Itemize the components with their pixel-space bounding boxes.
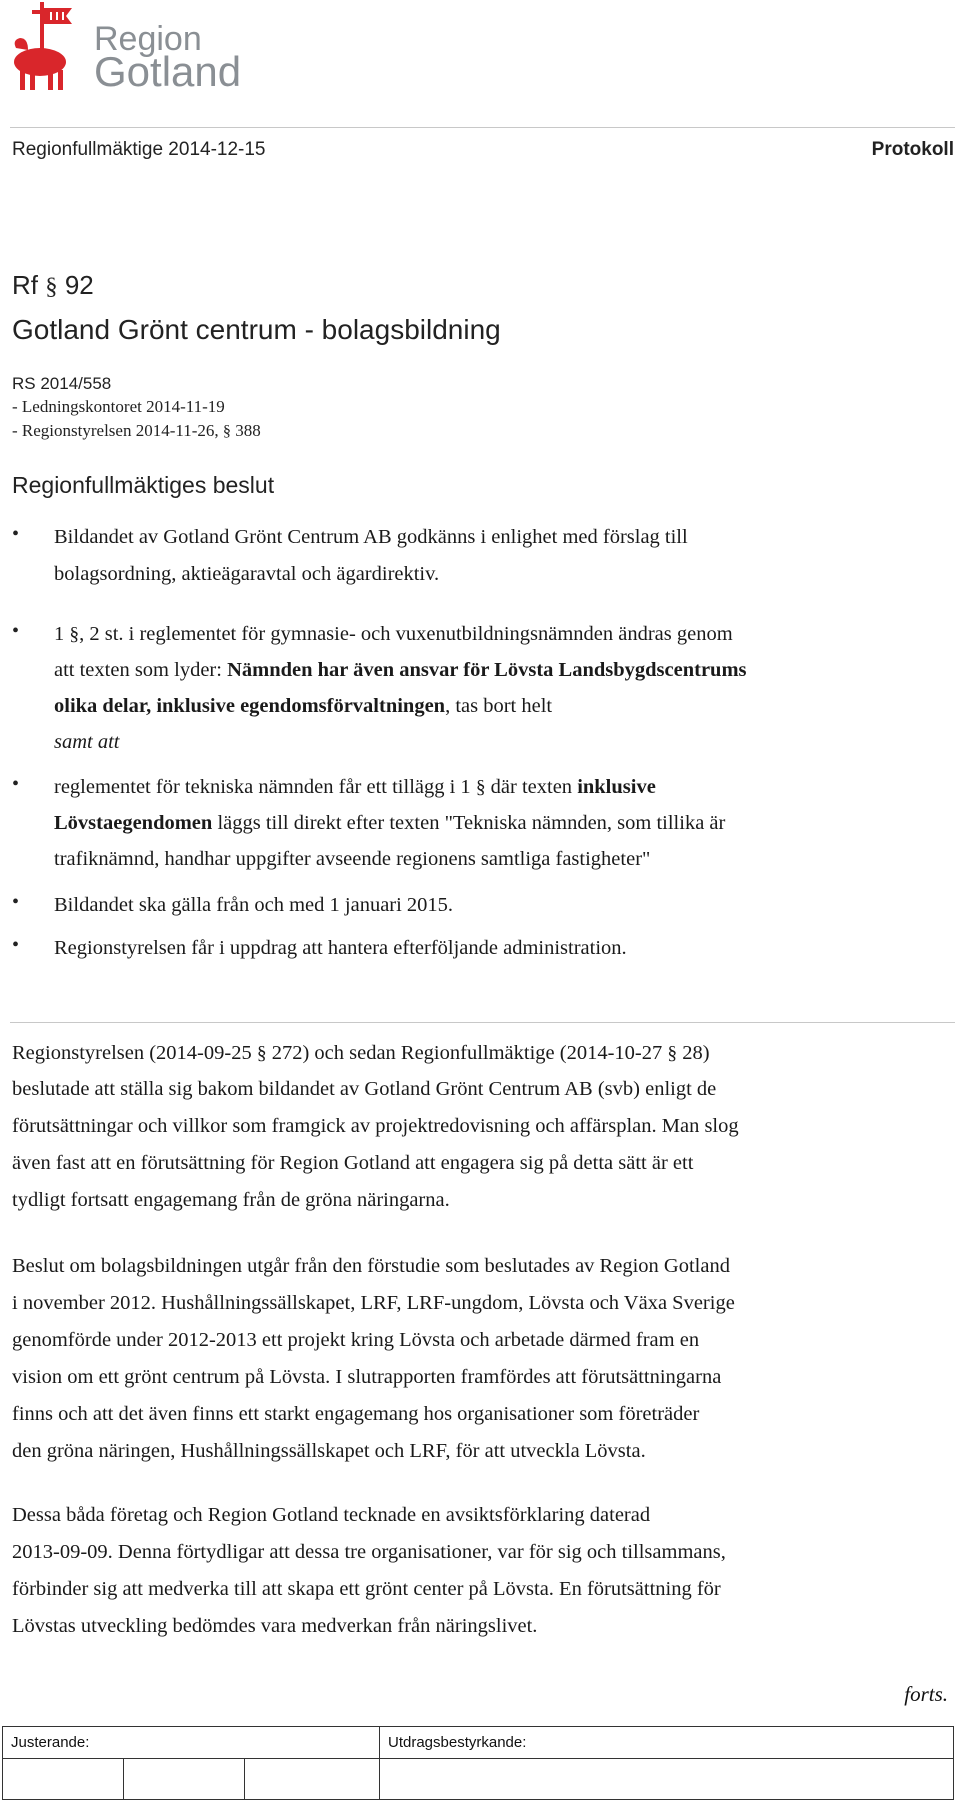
p1-l3: förutsättningar och villkor som framgick av projektredovisning och affärsplan. Man slog (12, 1115, 739, 1137)
b2-l2-b: Nämnden har även ansvar för Lövsta Landsbygdscentrums (227, 659, 747, 681)
bullet-icon: • (12, 620, 20, 642)
decision-b4: Bildandet ska gälla från och med 1 januari 2015. (54, 894, 454, 916)
case-number: RS 2014/558 (12, 374, 112, 393)
b2-pre: 1 (54, 623, 65, 645)
decision-b1-l1: Bildandet av Gotland Grönt Centrum AB godkänns i enlighet med förslag till (54, 526, 688, 548)
decision-b3-l3: trafiknämnd, handhar uppgifter avseende regionens samtliga fastigheter" (54, 848, 651, 870)
p1-l5: tydligt fortsatt engagemang från de gröna näringarna. (12, 1189, 450, 1211)
utdrag-signature (380, 1759, 954, 1800)
p2-l6: den gröna näringen, Hushållningssällskapet och LRF, för att utveckla Lövsta. (12, 1440, 646, 1462)
b2-post: , 2 st. i reglementet för gymnasie- och vuxenutbildningsnämnden ändras genom (79, 623, 733, 645)
page-title: Gotland Grönt centrum - bolagsbildning (12, 314, 501, 345)
b2-l2-a: att texten som lyder: (54, 659, 222, 681)
decision-b2-l1 (54, 622, 733, 647)
meta-line-2-a: - Regionstyrelsen 2014-11-26, (12, 421, 219, 440)
b3-l1-c: inklusive (577, 776, 656, 798)
item-no: 92 (64, 270, 94, 300)
b3-l1-a: reglementet för tekniska nämnden får ett tillägg i 1 (54, 776, 471, 798)
signature-cell (124, 1759, 245, 1799)
region-gotland-logo (10, 0, 250, 96)
decision-b5: Regionstyrelsen får i uppdrag att hantera efterföljande administration. (54, 937, 627, 959)
p1-l1-b: 272) och sedan Regionfullmäktige (2014-10-27 (271, 1042, 663, 1064)
meta-line-2 (12, 421, 261, 441)
p2-l4: vision om ett grönt centrum på Lövsta. I slutrapporten framfördes att förutsättningarna (12, 1366, 722, 1388)
header-rule-top (10, 127, 955, 128)
section-sign: § (256, 1043, 267, 1064)
continued-marker: forts. (904, 1682, 948, 1706)
section-sign: § (69, 624, 80, 645)
b3-l2-b: läggs till direkt efter texten "Tekniska nämnden, som tillika är (217, 812, 726, 834)
meta-line-2-b: 388 (235, 421, 261, 440)
signature-table (2, 1726, 954, 1800)
logo-region-text: Region (94, 20, 202, 58)
p3-l2: 2013-09-09. Denna förtydligar att dessa tre organisationer, var för sig och tillsammans, (12, 1541, 726, 1563)
p1-l1-a: Regionstyrelsen (2014-09-25 (12, 1042, 252, 1064)
item-number (12, 270, 94, 301)
bullet-icon: • (12, 773, 20, 795)
p1-l1 (12, 1042, 710, 1065)
decision-b2-l2 (54, 658, 747, 682)
meta-line-1: - Ledningskontoret 2014-11-19 (12, 397, 225, 416)
p1-l4: även fast att en förutsättning för Region Gotland att engagera sig på detta sätt är ett (12, 1152, 694, 1174)
logo-gotland-text: Gotland (94, 48, 242, 95)
p1-l2: beslutade att ställa sig bakom bildandet av Gotland Grönt Centrum AB (svb) enligt de (12, 1078, 717, 1100)
decision-b1-l2: bolagsordning, aktieägaravtal och ägardirektiv. (54, 563, 440, 585)
p3-l3: förbinder sig att medverka till att skapa ett grönt center på Lövsta. En förutsättning för (12, 1578, 721, 1600)
decision-b3-l1 (54, 775, 656, 800)
b2-l3-b: olika delar, inklusive egendomsförvaltningen (54, 695, 446, 717)
p1-l1-c: 28) (682, 1042, 710, 1064)
b2-l3-c: , tas bort helt (445, 695, 553, 717)
p3-l4: Lövstas utveckling bedömdes vara medverkan från näringslivet. (12, 1615, 538, 1637)
b3-l1-b: där texten (490, 776, 573, 798)
decision-b3-l2 (54, 811, 725, 835)
bullet-icon: • (12, 934, 20, 956)
b3-l2-a: Lövstaegendomen (54, 812, 213, 834)
p2-l5: finns och att det även finns ett starkt engagemang hos organisationer som företräder (12, 1403, 700, 1425)
p2-l2: i november 2012. Hushållningssällskapet, LRF, LRF-ungdom, Lövsta och Växa Sverige (12, 1292, 735, 1314)
bullet-icon: • (12, 523, 20, 545)
section-sign: § (475, 777, 486, 798)
section-sign: § (222, 423, 231, 440)
utdrag-label: Utdragsbestyrkande: (380, 1727, 954, 1759)
p3-l1: Dessa båda företag och Region Gotland tecknade en avsiktsförklaring daterad (12, 1504, 651, 1526)
justerande-signatures (3, 1759, 380, 1800)
justerande-label: Justerande: (3, 1727, 380, 1759)
p2-l3: genomförde under 2012-2013 ett projekt kring Lövsta och arbetade därmed fram en (12, 1329, 700, 1351)
decision-heading: Regionfullmäktiges beslut (12, 472, 275, 498)
section-sign: § (667, 1043, 678, 1064)
section-sign: § (45, 273, 58, 300)
item-prefix: Rf (12, 270, 38, 300)
decision-b2-l4: samt att (54, 731, 120, 753)
decision-b2-l3 (54, 694, 552, 718)
signature-cell (3, 1759, 124, 1799)
p2-l1: Beslut om bolagsbildningen utgår från den förstudie som beslutades av Region Gotland (12, 1255, 730, 1277)
section-rule (10, 1022, 955, 1023)
header-meeting: Regionfullmäktige 2014-12-15 (12, 139, 266, 160)
header-doc-type: Protokoll (871, 139, 954, 160)
bullet-icon: • (12, 891, 20, 913)
signature-cell (245, 1759, 379, 1799)
gotland-ram-icon (10, 0, 82, 92)
